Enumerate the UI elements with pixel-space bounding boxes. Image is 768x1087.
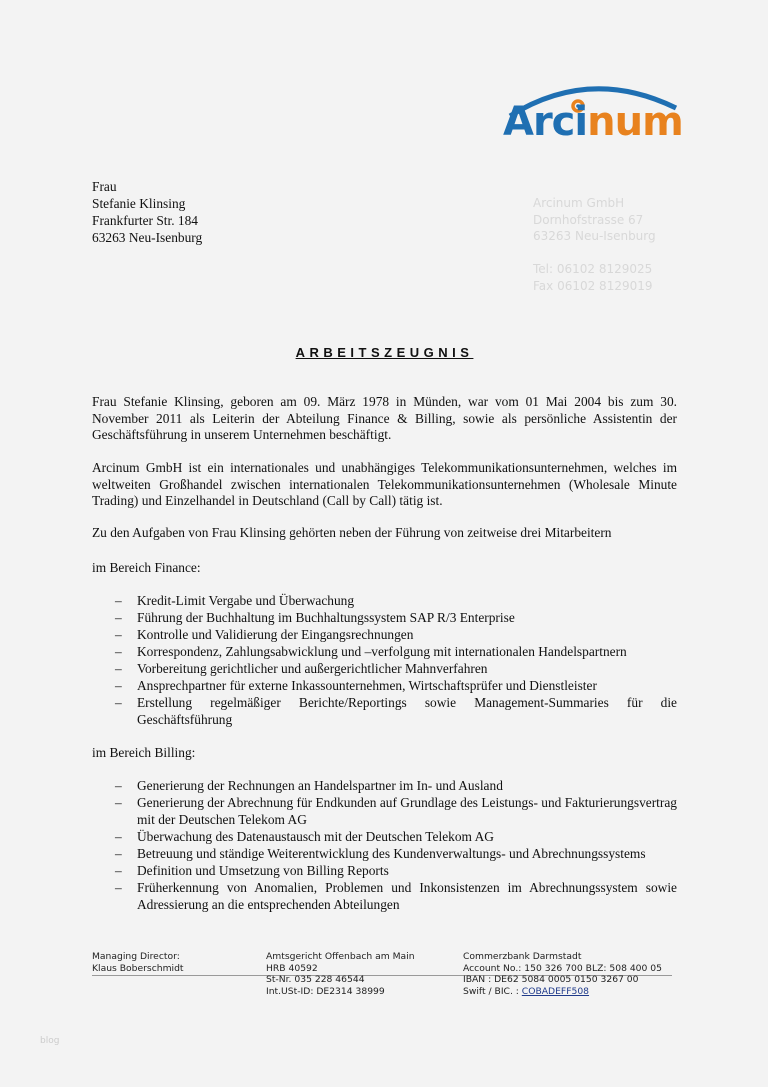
list-item <box>115 777 677 794</box>
footer-line: Managing Director: <box>92 951 180 962</box>
finance-list <box>115 592 677 728</box>
sender-line: Tel: 06102 8129025 <box>533 262 653 276</box>
list-item-text: Überwachung des Datenaustausch mit der Deutschen Telekom AG <box>137 829 494 844</box>
footer-col-bank <box>463 951 662 997</box>
list-item <box>115 845 677 862</box>
recipient-line: Stefanie Klinsing <box>92 196 186 211</box>
bullet-dash: – <box>115 880 122 895</box>
sender-line: 63263 Neu-Isenburg <box>533 229 656 243</box>
list-item-text: Korrespondenz, Zahlungsabwicklung und –verfolgung mit internationalen Handelspartnern <box>137 644 627 659</box>
paragraph-company: Arcinum GmbH ist ein internationales und unabhängiges Telekommunikationsunternehmen, welches im weltweiten Großhandel zwischen internationalen Telekommunikationsunternehmen (Wholesale Minute Trading) und Einzelhandel in Deutschland (Call by Call) tätig ist. <box>92 460 677 508</box>
list-item-text: Vorbereitung gerichtlicher und außergerichtlicher Mahnverfahren <box>137 661 488 676</box>
footer-line: IBAN : DE62 5084 0005 0150 3267 00 <box>463 974 639 985</box>
footer-line: HRB 40592 <box>266 962 318 974</box>
bullet-dash: – <box>115 829 122 844</box>
billing-list <box>115 777 677 913</box>
list-item <box>115 828 677 845</box>
bullet-dash: – <box>115 627 122 642</box>
list-item-text: Generierung der Abrechnung für Endkunden auf Grundlage des Leistungs- und Fakturierungsvertrag mit der Deutschen Telekom AG <box>137 795 677 827</box>
paragraph-tasks: Zu den Aufgaben von Frau Klinsing gehörten neben der Führung von zeitweise drei Mitarbeitern <box>92 525 612 540</box>
list-item-text: Betreuung und ständige Weiterentwicklung des Kundenverwaltungs- und Abrechnungssystems <box>137 846 646 861</box>
bullet-dash: – <box>115 644 122 659</box>
list-item <box>115 660 677 677</box>
watermark: blog <box>40 1036 60 1046</box>
sender-line: Arcinum GmbH <box>533 196 625 210</box>
list-item <box>115 643 677 660</box>
list-item <box>115 879 677 913</box>
finance-heading: im Bereich Finance: <box>92 560 201 575</box>
bullet-dash: – <box>115 795 122 810</box>
recipient-address <box>92 178 202 246</box>
billing-heading: im Bereich Billing: <box>92 745 196 760</box>
list-item-text: Ansprechpartner für externe Inkassounternehmen, Wirtschaftsprüfer und Dienstleister <box>137 678 597 693</box>
list-item-text: Generierung der Rechnungen an Handelspartner im In- und Ausland <box>137 778 503 793</box>
bullet-dash: – <box>115 661 122 676</box>
logo-text-blue: Arci <box>503 99 588 145</box>
list-item-text: Kontrolle und Validierung der Eingangsrechnungen <box>137 627 414 642</box>
list-item-text: Erstellung regelmäßiger Berichte/Reportings sowie Management-Summaries für die Geschäftsführung <box>137 695 677 727</box>
company-logo <box>500 78 682 148</box>
footer-line: Account No.: 150 326 700 BLZ: 508 400 05 <box>463 962 662 974</box>
footer-line: Commerzbank Darmstadt <box>463 951 582 962</box>
list-item <box>115 626 677 643</box>
list-item-text: Führung der Buchhaltung im Buchhaltungssystem SAP R/3 Enterprise <box>137 610 515 625</box>
bullet-dash: – <box>115 695 122 710</box>
list-item <box>115 609 677 626</box>
list-item-text: Definition und Umsetzung von Billing Reports <box>137 863 389 878</box>
logo-text-orange: num <box>587 99 683 145</box>
bullet-dash: – <box>115 610 122 625</box>
recipient-line: Frankfurter Str. 184 <box>92 213 198 228</box>
bullet-dash: – <box>115 593 122 608</box>
footer-line: Klaus Boberschmidt <box>92 962 184 974</box>
swift-label: Swift / BIC. : <box>463 985 522 997</box>
footer-line: St-Nr. 035 228 46544 <box>266 974 365 985</box>
list-item <box>115 592 677 609</box>
sender-address <box>533 195 656 294</box>
document-title: ARBEITSZEUGNIS <box>295 345 474 360</box>
list-item <box>115 794 677 828</box>
list-item <box>115 677 677 694</box>
bullet-dash: – <box>115 678 122 693</box>
footer-line: Int.USt-ID: DE2314 38999 <box>266 985 385 997</box>
footer-col-registry <box>266 951 415 997</box>
list-item <box>115 694 677 728</box>
sender-line: Fax 06102 8129019 <box>533 278 653 293</box>
bullet-dash: – <box>115 778 122 793</box>
recipient-line: Frau <box>92 179 117 194</box>
footer-col-director <box>92 951 184 974</box>
list-item-text: Kredit-Limit Vergabe und Überwachung <box>137 593 355 608</box>
paragraph-intro: Frau Stefanie Klinsing, geboren am 09. März 1978 in Münden, war vom 01 Mai 2004 bis zum 30. November 2011 als Leiterin der Abteilung Finance & Billing, sowie als persönliche Assistentin der Geschäftsführung in unserem Unternehmen beschäftigt. <box>92 394 677 442</box>
list-item <box>115 862 677 879</box>
bullet-dash: – <box>115 846 122 861</box>
swift-link[interactable]: COBADEFF508 <box>521 985 590 997</box>
list-item-text: Früherkennung von Anomalien, Problemen und Inkonsistenzen im Abrechnungssystem sowie Adressierung an die entsprechenden Abteilungen <box>137 880 677 912</box>
recipient-line: 63263 Neu-Isenburg <box>92 230 203 245</box>
sender-line: Dornhofstrasse 67 <box>533 212 644 227</box>
footer-line: Amtsgericht Offenbach am Main <box>266 951 415 962</box>
bullet-dash: – <box>115 863 122 878</box>
